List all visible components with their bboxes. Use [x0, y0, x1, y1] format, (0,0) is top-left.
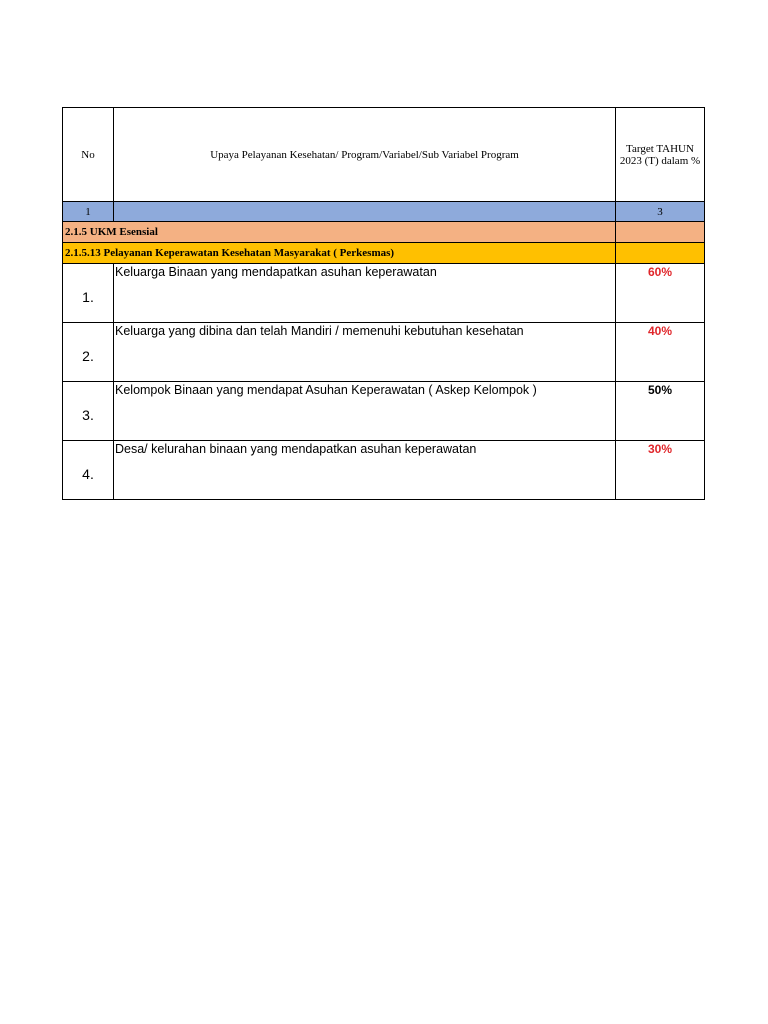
column-number-1: 1: [63, 202, 114, 222]
table-row: [63, 382, 705, 441]
row-target: 60%: [616, 264, 705, 323]
section-title: 2.1.5 UKM Esensial: [63, 222, 616, 243]
header-row: [63, 108, 705, 202]
subsection-target-cell: [616, 243, 705, 264]
row-number: 1.: [63, 264, 114, 323]
row-program: Keluarga Binaan yang mendapatkan asuhan keperawatan: [114, 264, 616, 323]
row-target: 30%: [616, 441, 705, 500]
row-number: 4.: [63, 441, 114, 500]
table-row: [63, 264, 705, 323]
subsection-row: [63, 243, 705, 264]
section-target-cell: [616, 222, 705, 243]
row-target: 40%: [616, 323, 705, 382]
section-row: [63, 222, 705, 243]
column-number-3: 3: [616, 202, 705, 222]
row-program: Desa/ kelurahan binaan yang mendapatkan asuhan keperawatan: [114, 441, 616, 500]
row-number: 2.: [63, 323, 114, 382]
row-number: 3.: [63, 382, 114, 441]
row-program: Keluarga yang dibina dan telah Mandiri / memenuhi kebutuhan kesehatan: [114, 323, 616, 382]
table-row: [63, 323, 705, 382]
column-number-2: [114, 202, 616, 222]
column-number-row: [63, 202, 705, 222]
header-target: Target TAHUN 2023 (T) dalam %: [616, 108, 705, 202]
row-target: 50%: [616, 382, 705, 441]
row-program: Kelompok Binaan yang mendapat Asuhan Keperawatan ( Askep Kelompok ): [114, 382, 616, 441]
target-table: [62, 107, 705, 500]
subsection-title: 2.1.5.13 Pelayanan Keperawatan Kesehatan Masyarakat ( Perkesmas): [63, 243, 616, 264]
header-program: Upaya Pelayanan Kesehatan/ Program/Variabel/Sub Variabel Program: [114, 108, 616, 202]
header-no: No: [63, 108, 114, 202]
table-row: [63, 441, 705, 500]
